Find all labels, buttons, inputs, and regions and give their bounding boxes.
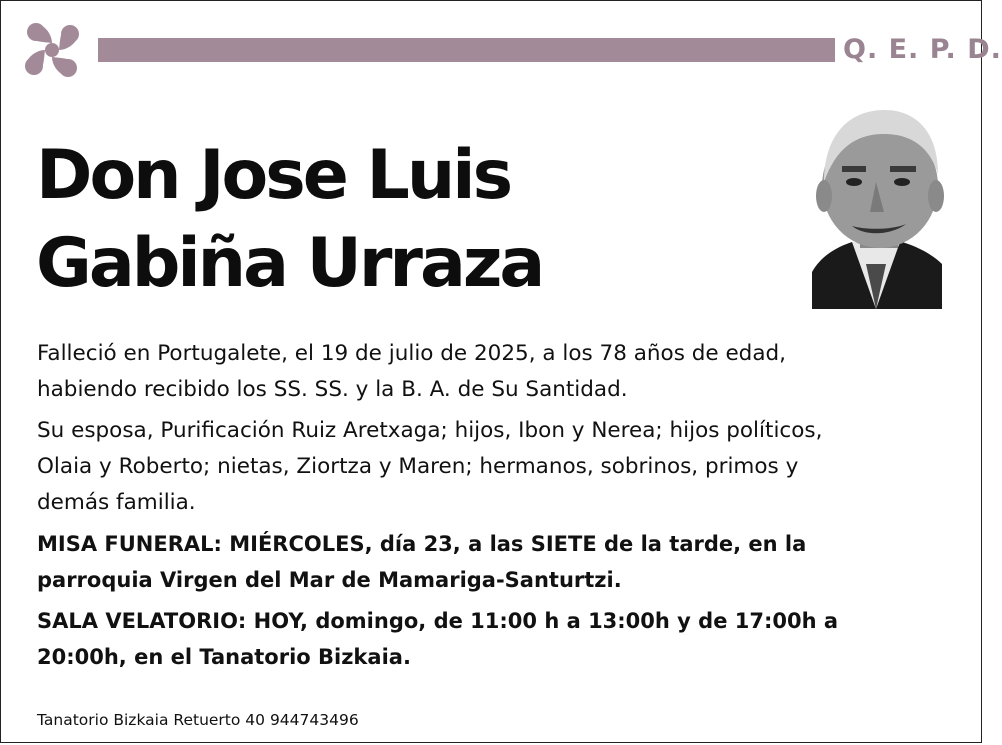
family-paragraph: Su esposa, Purificación Ruiz Aretxaga; hijos, Ibon y Nerea; hijos políticos, Olaia y Roberto; nietas, Ziortza y Maren; hermanos, sobrinos, primos y demás familia. bbox=[37, 418, 823, 515]
qepd-label: Q. E. P. D. bbox=[843, 34, 1002, 65]
header-bar bbox=[98, 38, 835, 62]
death-notice-paragraph: Falleció en Portugalete, el 19 de julio de 2025, a los 78 años de edad, habiendo recibido los SS. SS. y la B. A. de Su Santidad. bbox=[37, 341, 786, 402]
deceased-name bbox=[36, 132, 542, 308]
funeral-mass-paragraph: MISA FUNERAL: MIÉRCOLES, día 23, a las SIETE de la tarde, en la parroquia Virgen del Mar de Mamariga-Santurtzi. bbox=[37, 532, 807, 592]
name-line-2: Gabiña Urraza bbox=[36, 224, 543, 303]
obituary-body bbox=[37, 336, 937, 680]
funeral-home-footer: Tanatorio Bizkaia Retuerto 40 944743496 bbox=[37, 711, 359, 729]
wake-room-paragraph: SALA VELATORIO: HOY, domingo, de 11:00 h a 13:00h y de 17:00h a 20:00h, en el Tanatorio Bizkaia. bbox=[37, 609, 839, 669]
portrait-photo bbox=[812, 104, 942, 309]
portrait-illustration bbox=[812, 104, 942, 309]
lauburu-icon bbox=[14, 12, 90, 88]
name-line-1: Don Jose Luis bbox=[36, 136, 511, 215]
